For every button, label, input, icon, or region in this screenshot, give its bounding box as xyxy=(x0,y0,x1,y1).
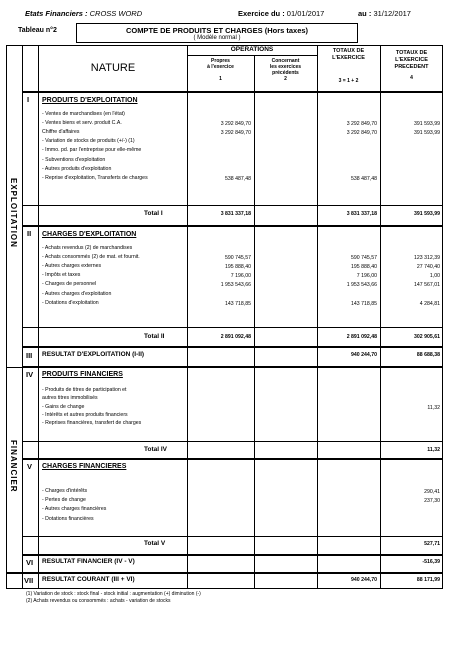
row-label: - Ventes de marchandises (en l'état) xyxy=(42,111,125,117)
roman-II: II xyxy=(27,229,32,238)
row-value-c1: 195 888,40 xyxy=(225,264,251,271)
row-value-c3: 143 718,85 xyxy=(351,300,377,307)
section-III-title: RESULTAT D'EXPLOITATION (I-II) xyxy=(42,351,145,358)
exercise-start: 01/01/2017 xyxy=(286,9,325,18)
roman-VII: VII xyxy=(24,576,34,585)
row-label: - Immo. pd. par l'entreprise pour elle-même xyxy=(42,147,142,154)
roman-III: III xyxy=(26,351,33,360)
total-I-c3: 3 831 337,18 xyxy=(346,211,377,217)
exercise-end-line xyxy=(358,9,411,18)
section-IV-title: PRODUITS FINANCIERS xyxy=(42,371,123,378)
row-value-c4: 290,41 xyxy=(424,489,440,495)
col3-header xyxy=(317,48,380,85)
row-value-c1: 7 196,00 xyxy=(230,273,251,280)
row-label: - Achats revendus (2) de marchandises xyxy=(42,245,133,251)
col3-num: 3 = 1 + 2 xyxy=(338,78,359,84)
roman-I: I xyxy=(27,95,30,104)
total-I-c4: 391 593,99 xyxy=(414,211,440,217)
row-label: - Charges d'intérêts xyxy=(42,488,88,494)
row-label: - Dotations d'exploitation xyxy=(42,299,99,306)
operations-header: OPERATIONS xyxy=(230,46,274,53)
row-label: - Autres produits d'exploitation xyxy=(42,165,112,172)
row-label: - Gains de change xyxy=(42,403,85,410)
section-II-title: CHARGES D'EXPLOITATION xyxy=(42,231,137,238)
row-label: - Impôts et taxes xyxy=(42,272,81,279)
row-value-c1: 538 487,48 xyxy=(225,175,251,182)
row-value-c4: 123 312,39 xyxy=(414,255,440,262)
col2-line2: les exercices xyxy=(269,64,302,70)
company-prefix: Etats Financiers : xyxy=(25,9,88,18)
row-label: - Autres charges financières xyxy=(42,506,107,513)
col3-line2: L'EXERCICE xyxy=(332,55,365,61)
total-V-label: Total V xyxy=(144,540,166,547)
section-VI-c4: -516,39 xyxy=(422,559,440,565)
nature-header: NATURE xyxy=(90,62,136,74)
row-value-c1: 590 745,57 xyxy=(225,255,251,262)
row-label: - Variation de stocks de produits (+/-) (1) xyxy=(42,138,135,145)
col4-header xyxy=(380,50,443,82)
col1-line1: Propres xyxy=(211,58,230,64)
roman-IV: IV xyxy=(26,370,34,379)
row-value-c3: 195 888,40 xyxy=(351,264,377,271)
row-label: - Intérêts et autres produits financiers xyxy=(42,411,128,418)
row-value-c4: 4 284,81 xyxy=(419,300,440,307)
section-VI-title: RESULTAT FINANCIER (IV - V) xyxy=(42,558,135,565)
row-value-c3: 3 292 849,70 xyxy=(346,130,377,137)
row-value-c3: 7 196,00 xyxy=(356,273,377,280)
roman-V: V xyxy=(27,462,33,471)
row-label: - Reprise d'exploitation, Transferts de charges xyxy=(42,174,148,181)
total-V-c4: 527,71 xyxy=(424,541,440,547)
col2-line1: Concernant xyxy=(271,58,300,64)
footnote-2: (2) Achats revendus ou consommés : achats - variation de stocks xyxy=(26,598,171,604)
tableau-number: Tableau n°2 xyxy=(18,27,57,34)
col2-line3: précédents xyxy=(272,70,299,76)
row-label: - Produits de titres de participation et xyxy=(42,387,127,393)
row-value-c4: 27 740,40 xyxy=(416,264,440,271)
exercise-line xyxy=(238,9,324,18)
row-value-c4: 1,00 xyxy=(429,273,440,280)
total-II-c3: 2 891 092,48 xyxy=(346,334,377,340)
row-label: - Charges de personnel xyxy=(42,281,97,288)
row-value-c3: 590 745,57 xyxy=(351,255,377,262)
row-value-c1: 3 292 849,70 xyxy=(220,130,251,137)
company-name: CROSS WORD xyxy=(89,9,143,18)
col4-line1: TOTAUX DE xyxy=(395,50,428,56)
row-value-c3: 1 953 543,66 xyxy=(346,282,377,289)
exploitation-side-label: EXPLOITATION xyxy=(9,178,18,248)
col4-line2: L'EXERCICE xyxy=(395,57,428,63)
table-subtitle: ( Modèle normal ) xyxy=(193,35,241,41)
section-VII-c3: 940 244,70 xyxy=(351,577,377,583)
row-value-c4: 147 567,01 xyxy=(414,282,440,289)
row-value-c3: 3 292 849,70 xyxy=(346,121,377,128)
row-label: - Subventions d'exploitation xyxy=(42,156,106,163)
row-label: - Reprises financières, transfert de charges xyxy=(42,420,142,427)
total-I-label: Total I xyxy=(144,210,163,217)
row-label: - Achats consommés (2) de mat. et fournit. xyxy=(42,254,140,261)
row-label: - Autres charges externes xyxy=(42,263,102,270)
total-I-c1: 3 831 337,18 xyxy=(220,211,251,217)
section-VII-c4: 88 171,99 xyxy=(416,577,440,583)
row-value-c4: 391 593,99 xyxy=(414,121,440,128)
row-value-c3: 538 487,48 xyxy=(351,175,377,182)
row-value-c1: 3 292 849,70 xyxy=(220,121,251,128)
table-title-box xyxy=(76,23,358,43)
col4-line3: PRECEDENT xyxy=(394,64,429,70)
section-III-c3: 940 244,70 xyxy=(351,352,377,358)
row-label: - Autres charges d'exploitation xyxy=(42,290,112,297)
col3-line1: TOTAUX DE xyxy=(332,48,365,54)
footnote-1: (1) Variation de stock : stock final - stock initial : augmentation (+) diminution (-) xyxy=(26,591,201,597)
row-value-c4: 11,32 xyxy=(427,404,440,411)
total-II-label: Total II xyxy=(144,333,165,340)
section-V-title: CHARGES FINANCIERES xyxy=(42,463,127,470)
section-VII-title: RESULTAT COURANT (III + VI) xyxy=(42,576,135,583)
col1-line2: à l'exercice xyxy=(207,64,234,70)
col2-header xyxy=(254,58,317,82)
exercise-label: Exercice du : xyxy=(238,9,285,18)
exercise-to-label: au : xyxy=(358,9,372,18)
col1-header xyxy=(187,58,254,82)
col4-num: 4 xyxy=(410,75,413,81)
financier-side-label: FINANCIER xyxy=(9,440,18,493)
table-title: COMPTE DE PRODUITS ET CHARGES (Hors taxes) xyxy=(125,26,309,35)
row-value-c4: 237,30 xyxy=(424,498,440,505)
row-label: autres titres immobilisés xyxy=(42,395,98,402)
total-IV-label: Total IV xyxy=(144,446,167,453)
section-I-title: PRODUITS D'EXPLOITATION xyxy=(42,97,138,104)
total-IV-c4: 11,32 xyxy=(427,447,440,453)
row-label: - Pertes de change xyxy=(42,497,86,504)
row-label: Chiffre d'affaires xyxy=(42,129,80,136)
total-II-c1: 2 891 092,48 xyxy=(220,334,251,340)
total-II-c4: 302 905,61 xyxy=(414,334,440,340)
company-line xyxy=(25,9,142,18)
section-III-c4: 88 688,38 xyxy=(416,352,440,358)
row-label: - Ventes biens et serv. produit C.A. xyxy=(42,120,122,127)
roman-VI: VI xyxy=(26,558,34,567)
row-value-c1: 143 718,85 xyxy=(225,300,251,307)
row-label: - Dotations financières xyxy=(42,515,94,522)
exercise-end: 31/12/2017 xyxy=(373,9,411,18)
row-value-c4: 391 593,99 xyxy=(414,130,440,137)
col1-num: 1 xyxy=(219,76,222,82)
row-value-c1: 1 953 543,66 xyxy=(220,282,251,289)
col2-num: 2 xyxy=(284,76,287,82)
